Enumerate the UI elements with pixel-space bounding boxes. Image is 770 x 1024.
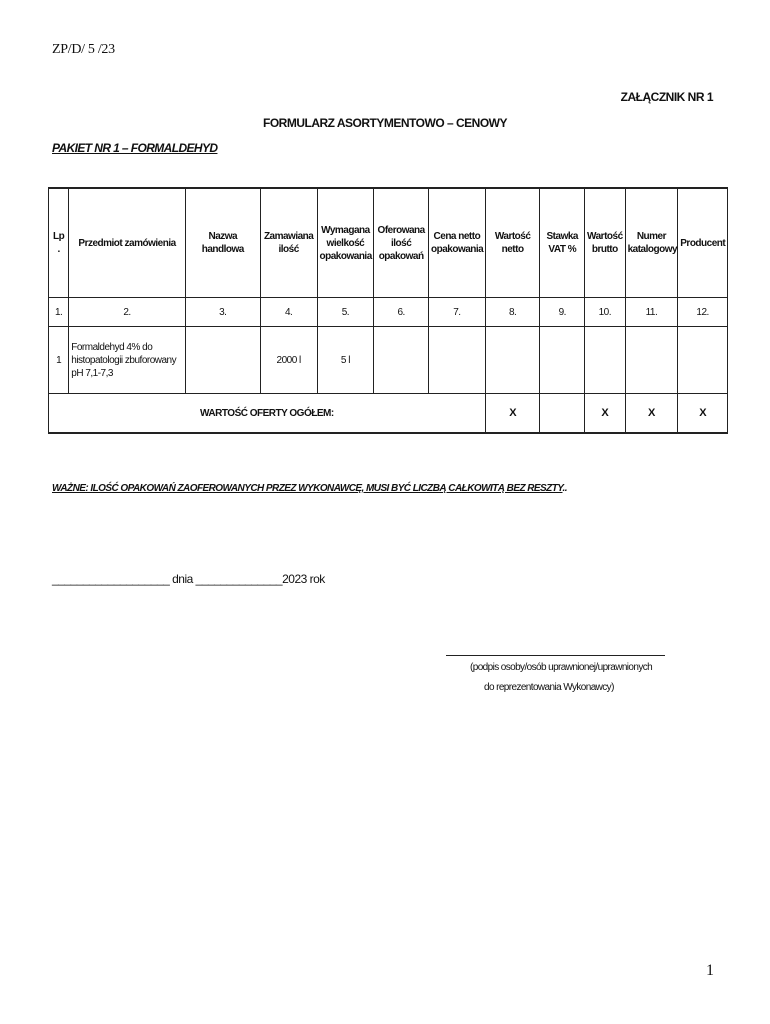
column-number: 4. [260, 298, 317, 327]
row-catalog-no-field[interactable] [625, 327, 678, 394]
col-header-catalog-no: Numer katalogowy [625, 188, 678, 298]
signature-caption-line1: (podpis osoby/osób uprawnionej/uprawnionych [470, 662, 653, 673]
row-gross-value-field[interactable] [585, 327, 626, 394]
col-header-item: Przedmiot zamówienia [69, 188, 186, 298]
row-net-value-field[interactable] [485, 327, 540, 394]
row-item-description: Formaldehyd 4% do histopatologii zbuforowany pH 7,1-7,3 [69, 327, 186, 394]
col-header-net-price: Cena netto opakowania [429, 188, 486, 298]
column-number: 10. [585, 298, 626, 327]
total-vat-field[interactable] [540, 394, 585, 434]
column-number: 1. [49, 298, 69, 327]
important-note-text: WAŻNE: ILOŚĆ OPAKOWAŃ ZAOFEROWANYCH PRZEZ WYKONAWCĘ, MUSI BYĆ LICZBĄ CAŁKOWITĄ BEZ RESZTY [52, 483, 563, 494]
row-offered-qty-field[interactable] [374, 327, 429, 394]
col-header-quantity: Zamawiana ilość [260, 188, 317, 298]
column-number: 3. [185, 298, 260, 327]
column-number: 12. [678, 298, 728, 327]
col-header-lp: Lp . [49, 188, 69, 298]
col-header-vat: Stawka VAT % [540, 188, 585, 298]
signature-line [446, 655, 665, 656]
date-line: ___________________ dnia ______________2023 rok [52, 572, 325, 586]
form-title: FORMULARZ ASORTYMENTOWO – CENOWY [263, 116, 507, 130]
signature-caption-line2: do reprezentowania Wykonawcy) [484, 682, 614, 693]
column-number-row [49, 298, 728, 327]
column-number: 6. [374, 298, 429, 327]
row-trade-name-field[interactable] [185, 327, 260, 394]
column-number: 9. [540, 298, 585, 327]
total-label: WARTOŚĆ OFERTY OGÓŁEM: [49, 394, 486, 434]
col-header-offered-qty: Oferowana ilość opakowań [374, 188, 429, 298]
column-number: 5. [317, 298, 374, 327]
column-number: 2. [69, 298, 186, 327]
page-number: 1 [706, 962, 714, 979]
column-number: 11. [625, 298, 678, 327]
total-net-value: X [485, 394, 540, 434]
row-lp: 1 [49, 327, 69, 394]
col-header-producer: Producent [678, 188, 728, 298]
row-net-price-field[interactable] [429, 327, 486, 394]
important-note [52, 483, 567, 494]
total-row [49, 394, 728, 434]
row-quantity: 2000 l [260, 327, 317, 394]
table-row [49, 327, 728, 394]
total-gross-value: X [585, 394, 626, 434]
important-note-suffix: .. [562, 483, 567, 494]
row-producer-field[interactable] [678, 327, 728, 394]
row-package-size: 5 l [317, 327, 374, 394]
col-header-net-value: Wartość netto [485, 188, 540, 298]
total-catalog-no: X [625, 394, 678, 434]
col-header-trade-name: Nazwa handlowa [185, 188, 260, 298]
col-header-gross-value: Wartość brutto [585, 188, 626, 298]
row-vat-field[interactable] [540, 327, 585, 394]
col-header-package-size: Wymagana wielkość opakowania [317, 188, 374, 298]
package-title: PAKIET NR 1 – FORMALDEHYD [52, 141, 218, 155]
column-number: 8. [485, 298, 540, 327]
annex-label: ZAŁĄCZNIK NR 1 [620, 90, 713, 104]
table-header-row [49, 188, 728, 298]
column-number: 7. [429, 298, 486, 327]
total-producer: X [678, 394, 728, 434]
document-reference: ZP/D/ 5 /23 [52, 42, 115, 57]
price-form-table [48, 187, 728, 434]
